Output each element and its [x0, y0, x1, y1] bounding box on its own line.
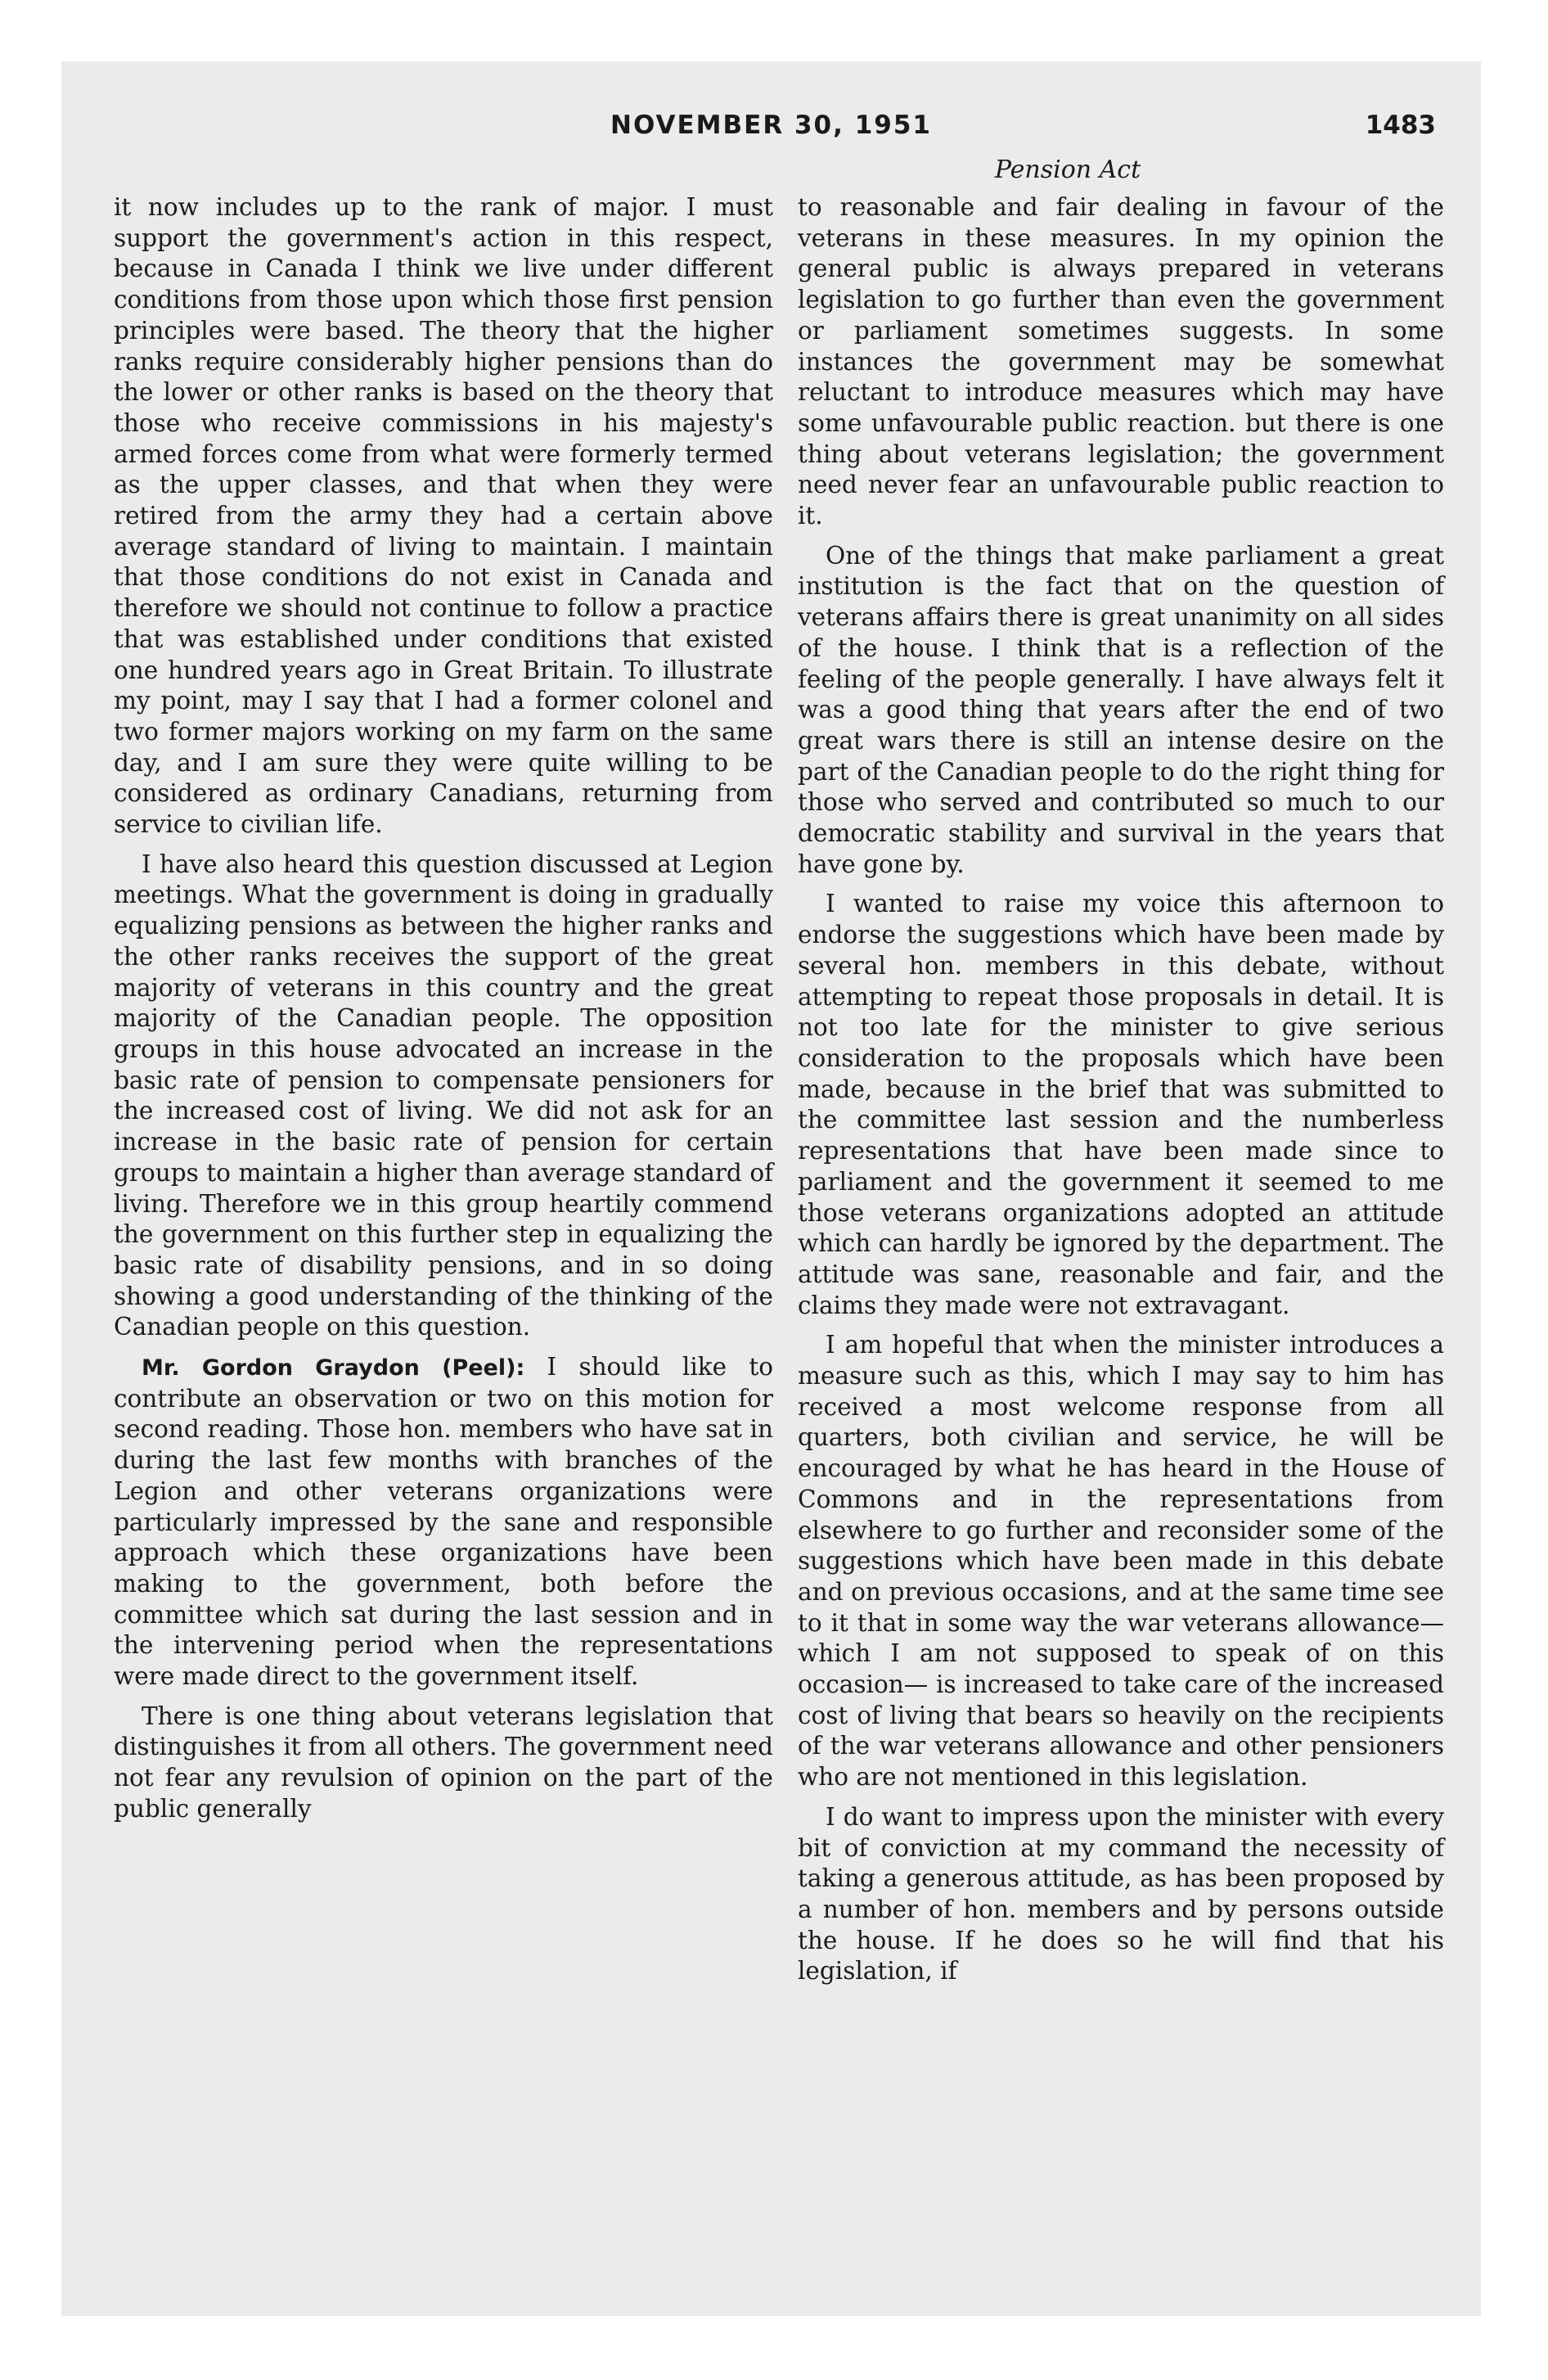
paragraph: One of the things that make parliament a great institution is the fact that on the question of veterans affairs there is great unanimity on all sides of the house. I think that is a reflection of the feeling of the people generally. I have always felt it was a good thing that years after the end of two great wars there is still an intense desire on the part of the Canadian people to do the right thing for those who served and contributed so much to our democratic stability and survival in the years that have gone by.: [798, 541, 1444, 878]
header-date: NOVEMBER 30, 1951: [610, 110, 932, 140]
paragraph-text: I should like to contribute an observation or two on this motion for second reading. Those hon. members who have sat in during the last few months with branches of the Legion and other veterans organizations were particularly impressed by the sane and responsible approach which these organizations have been making to the government, both before the committee which sat during the last session and in the intervening period when the representations were made direct to the government itself.: [114, 1353, 773, 1691]
paragraph: There is one thing about veterans legislation that distinguishes it from all others. The government need not fear any revulsion of opinion on the part of the public generally: [114, 1702, 773, 1823]
paragraph: it now includes up to the rank of major. I must support the government's action in this respect, because in Canada I think we live under different conditions from those upon which those first pension principles were based. The theory that the higher ranks require considerably higher pensions than do the lower or other ranks is based on the theory that those who receive commissions in his majesty's armed forces come from what were formerly termed as the upper classes, and that when they were retired from the army they had a certain above average standard of living to maintain. I maintain that those conditions do not exist in Canada and therefore we should not continue to follow a practice that was established under conditions that existed one hundred years ago in Great Britain. To illustrate my point, may I say that I had a former colonel and two former majors working on my farm on the same day, and I am sure they were quite willing to be considered as ordinary Canadians, returning from service to civilian life.: [114, 193, 773, 839]
speaker-name: Mr. Gordon Graydon (Peel):: [142, 1355, 525, 1382]
paragraph: I have also heard this question discussed at Legion meetings. What the government is doing in gradually equalizing pensions as between the higher ranks and the other ranks receives the support of the great majority of veterans in this country and the great majority of the Canadian people. The opposition groups in this house advocated an increase in the basic rate of pension to compensate pensioners for the increased cost of living. We did not ask for an increase in the basic rate of pension for certain groups to maintain a higher than average standard of living. Therefore we in this group heartily commend the government on this further step in equalizing the basic rate of disability pensions, and in so doing showing a good understanding of the thinking of the Canadian people on this question.: [114, 850, 773, 1341]
paragraph: I am hopeful that when the minister introduces a measure such as this, which I may say to him has received a most welcome response from all quarters, both civilian and service, he will be encouraged by what he has heard in the House of Commons and in the representations from elsewhere to go further and reconsider some of the suggestions which have been made in this debate and on previous occasions, and at the same time see to it that in some way the war veterans allowance—which I am not supposed to speak of on this occasion— is increased to take care of the increased cost of living that bears so heavily on the recipients of the war veterans allowance and other pensioners who are not mentioned in this legislation.: [798, 1331, 1444, 1792]
running-title: Pension Act: [994, 156, 1141, 184]
right-column: [798, 192, 1444, 1996]
page-number: 1483: [1365, 110, 1436, 140]
paragraph: I do want to impress upon the minister with every bit of conviction at my command the necessity of taking a generous attitude, as has been proposed by a number of hon. members and by persons outside the house. If he does so he will find that his legislation, if: [798, 1802, 1444, 1986]
paragraph-graydon: [114, 1352, 773, 1693]
paragraph: to reasonable and fair dealing in favour of the veterans in these measures. In my opinion the general public is always prepared in veterans legislation to go further than even the government or parliament sometimes suggests. In some instances the government may be somewhat reluctant to introduce measures which may have some unfavourable public reaction. but there is one thing about veterans legislation; the government need never fear an unfavourable public reaction to it.: [798, 193, 1444, 530]
left-column: [114, 192, 773, 1834]
page: [61, 61, 1481, 2316]
page-header: [61, 110, 1481, 160]
paragraph: I wanted to raise my voice this afternoon to endorse the suggestions which have been made by several hon. members in this debate, without attempting to repeat those proposals in detail. It is not too late for the minister to give serious consideration to the proposals which have been made, because in the brief that was submitted to the committee last session and the numberless representations that have been made since to parliament and the government it seemed to me those veterans organizations adopted an attitude which can hardly be ignored by the department. The attitude was sane, reasonable and fair, and the claims they made were not extravagant.: [798, 890, 1444, 1319]
